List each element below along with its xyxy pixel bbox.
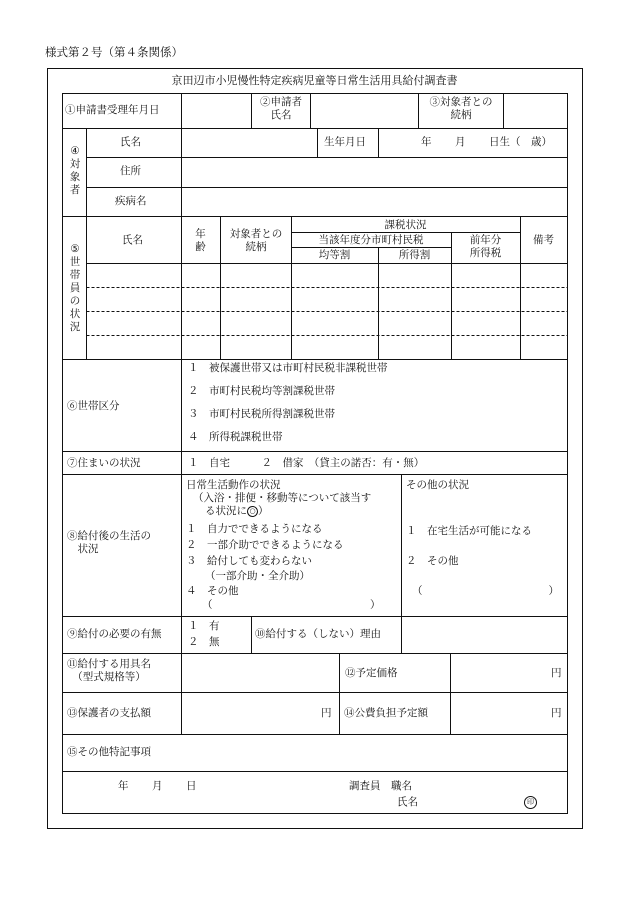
- number-11: ⑪: [67, 658, 78, 670]
- category-option-3[interactable]: ３ 市町村民税所得割課税世帯: [188, 408, 335, 420]
- equipment-name-field[interactable]: [182, 656, 338, 691]
- address-label: 住所: [120, 165, 141, 177]
- household-row[interactable]: [87, 336, 567, 359]
- reason-label: ⑩給付する（しない）理由: [255, 628, 381, 640]
- number-1: ①: [65, 104, 76, 116]
- other-option-1[interactable]: １ 在宅生活が可能になる: [406, 525, 532, 537]
- category-option-2[interactable]: ２ 市町村民税均等割課税世帯: [188, 385, 335, 397]
- public-burden-label: ⑭公費負担予定額: [344, 707, 428, 719]
- prev-year-tax-header: 前年分 所得税: [469, 234, 502, 259]
- remarks-header: 備考: [533, 234, 554, 246]
- adl-title: 日常生活動作の状況: [186, 479, 281, 491]
- other-option-2[interactable]: ２ その他: [406, 555, 459, 567]
- subject-name-field[interactable]: [182, 131, 316, 156]
- tax-status-header: 課税状況: [384, 219, 427, 231]
- adl-option-3-detail: （一部介助・全介助）: [205, 570, 310, 582]
- birth-month: 月: [455, 136, 466, 148]
- adl-option-2[interactable]: ２ 一部介助でできるようになる: [186, 539, 344, 551]
- life-status-label: ⑧給付後の生活の 状況: [67, 530, 151, 555]
- public-burden-yen: 円: [551, 707, 562, 719]
- adl-option-1[interactable]: １ 自力でできるようになる: [186, 523, 323, 535]
- price-field[interactable]: [451, 656, 566, 691]
- notes-label: ⑮その他特記事項: [67, 746, 151, 758]
- number-7: ⑦: [67, 457, 78, 469]
- investigator-title-label: 調査員 職名: [349, 780, 412, 792]
- circle-mark: ○: [247, 506, 258, 517]
- footer-month: 月: [152, 780, 163, 792]
- housing-options[interactable]: １ 自宅 ２ 借家 （貸主の諾否：有・無）: [188, 457, 425, 469]
- adl-note-1: （入浴・排便・移動等について該当す: [193, 492, 372, 504]
- number-4: ④: [70, 145, 80, 157]
- form-title: 京田辺市小児慢性特定疾病児童等日常生活用具給付調査書: [171, 74, 458, 87]
- number-14: ⑭: [344, 707, 355, 719]
- number-10: ⑩: [255, 628, 266, 640]
- equipment-label: ⑪給付する用具名 （型式規格等）: [67, 658, 151, 683]
- notes-field[interactable]: [182, 737, 566, 770]
- other-status-title: その他の状況: [406, 479, 469, 491]
- seal-icon: 印: [524, 796, 537, 809]
- number-9: ⑨: [67, 628, 78, 640]
- number-13: ⑬: [67, 707, 78, 719]
- number-5: ⑤: [70, 243, 80, 255]
- subject-age: 歳）: [531, 136, 552, 148]
- receipt-date-label: ①申請書受理年月日: [65, 104, 160, 116]
- necessity-label: ⑨給付の必要の有無: [67, 628, 162, 640]
- current-year-tax-header: 当該年度分市町村民税: [318, 234, 424, 246]
- disease-label: 疾病名: [115, 195, 147, 207]
- birth-year: 年: [421, 136, 432, 148]
- guardian-payment-field[interactable]: [182, 695, 338, 733]
- public-burden-field[interactable]: [451, 695, 566, 733]
- receipt-date-field[interactable]: [181, 97, 251, 127]
- category-option-4[interactable]: ４ 所得税課税世帯: [188, 431, 283, 443]
- investigator-name-label: 氏名: [397, 796, 418, 808]
- equal-rate-header: 均等割: [318, 249, 351, 261]
- number-2: ②: [260, 96, 271, 108]
- disease-field[interactable]: [182, 190, 566, 215]
- category-option-1[interactable]: １ 被保護世帯又は市町村民税非課税世帯: [188, 362, 388, 374]
- household-relation-header: 対象者との 続柄: [229, 228, 283, 253]
- household-name-header: 氏名: [122, 234, 143, 246]
- form-number: 様式第２号（第４条関係）: [45, 45, 183, 59]
- footer-day: 日: [186, 780, 197, 792]
- address-field[interactable]: [182, 160, 566, 186]
- income-rate-header: 所得割: [398, 249, 431, 261]
- number-8: ⑧: [67, 530, 78, 542]
- price-yen: 円: [551, 667, 562, 679]
- household-age-header: 年 齢: [195, 228, 206, 253]
- number-12: ⑫: [345, 667, 356, 679]
- other-detail-field[interactable]: （ ）: [412, 585, 559, 597]
- reason-field[interactable]: [402, 619, 566, 652]
- household-row[interactable]: [87, 312, 567, 335]
- number-3: ③: [429, 96, 440, 108]
- guardian-payment-yen: 円: [321, 707, 332, 719]
- subject-section-label: ④ 対 象 者: [69, 145, 81, 196]
- applicant-name-field[interactable]: [311, 97, 417, 127]
- applicant-label: ②申請者 氏名: [260, 96, 302, 121]
- birth-day: 日生（: [489, 136, 521, 148]
- birth-date-label: 生年月日: [324, 136, 366, 148]
- guardian-payment-label: ⑬保護者の支払額: [67, 707, 151, 719]
- number-15: ⑮: [67, 746, 78, 758]
- number-6: ⑥: [67, 400, 78, 412]
- seal-mark: [524, 795, 537, 809]
- relation-field[interactable]: [504, 97, 566, 127]
- necessity-option-yes[interactable]: １ 有: [188, 620, 220, 632]
- household-row[interactable]: [87, 288, 567, 311]
- adl-option-3[interactable]: ３ 給付しても変わらない: [186, 555, 312, 567]
- adl-other-field[interactable]: （ ）: [202, 599, 381, 611]
- category-label: ⑥世帯区分: [67, 400, 120, 412]
- adl-note-2: る状況に ○ ）: [205, 505, 269, 517]
- housing-label: ⑦住まいの状況: [67, 457, 141, 469]
- footer-year: 年: [118, 780, 129, 792]
- household-section-label: ⑤ 世 帯 員 の 状 況: [69, 243, 81, 333]
- household-row[interactable]: [87, 264, 567, 287]
- necessity-option-no[interactable]: ２ 無: [188, 636, 220, 648]
- adl-option-4[interactable]: ４ その他: [186, 585, 239, 597]
- price-label: ⑫予定価格: [345, 667, 398, 679]
- relation-label: ③対象者との 続柄: [429, 96, 493, 121]
- subject-name-label: 氏名: [120, 136, 141, 148]
